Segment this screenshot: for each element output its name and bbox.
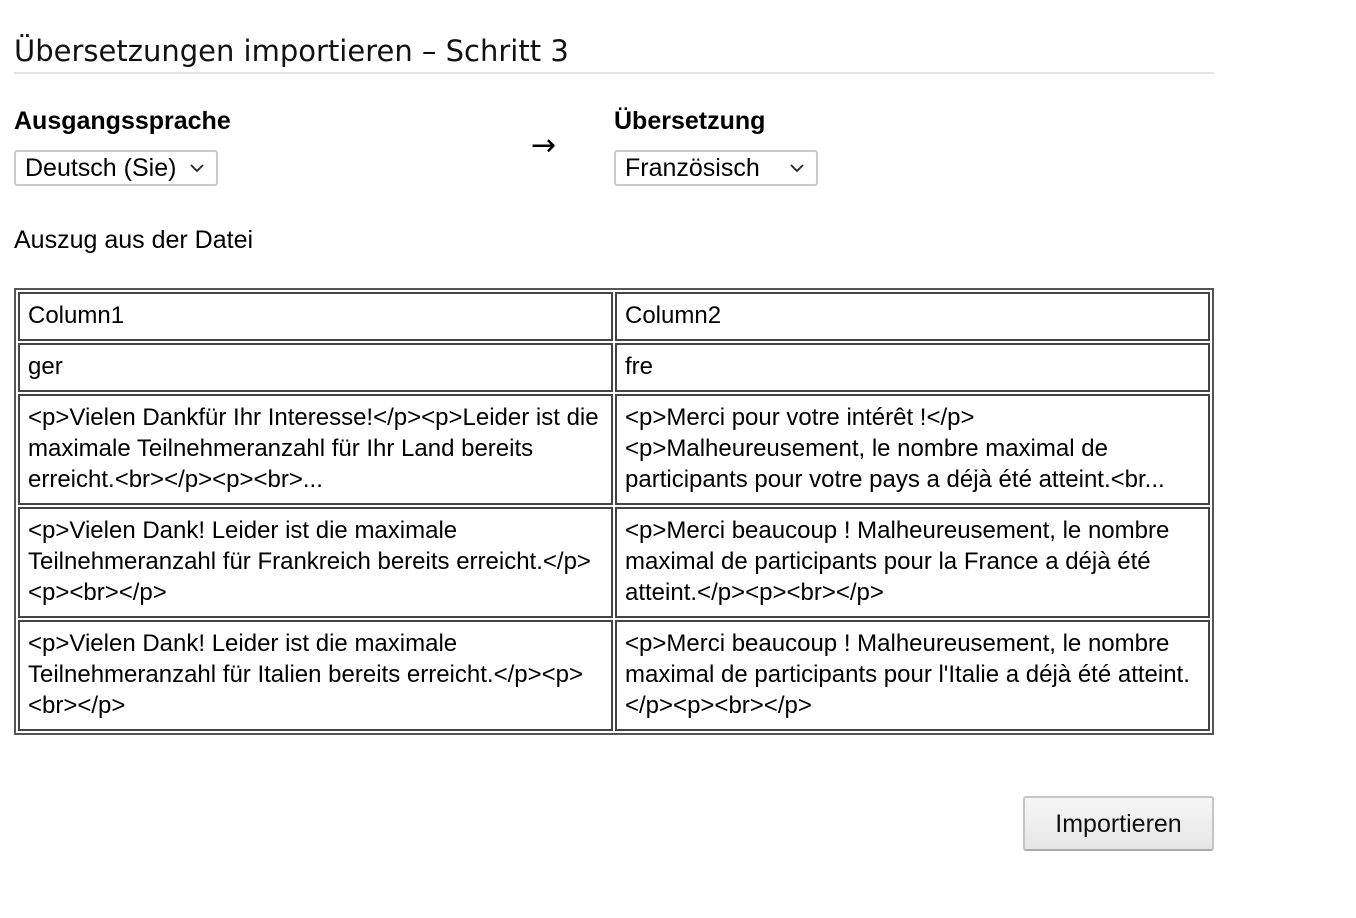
- table-row: [18, 507, 1210, 618]
- excerpt-label: Auszug aus der Datei: [14, 226, 254, 254]
- target-language-value: Französisch: [625, 154, 760, 182]
- table-cell: fre: [615, 343, 1210, 392]
- table-row: [18, 292, 1210, 341]
- table-cell: <p>Merci beaucoup ! Malheureusement, le nombre maximal de participants pour la France a déjà été atteint.</p><p><br></p>: [615, 507, 1210, 618]
- table-row: [18, 620, 1210, 731]
- table-cell: Column1: [18, 292, 613, 341]
- table-cell: Column2: [615, 292, 1210, 341]
- import-button[interactable]: Importieren: [1023, 796, 1214, 851]
- target-language-select[interactable]: [614, 150, 818, 186]
- table-cell: <p>Vielen Dank! Leider ist die maximale Teilnehmeranzahl für Frankreich bereits erreicht.</p><p><br></p>: [18, 507, 613, 618]
- page-title: Übersetzungen importieren – Schritt 3: [14, 34, 569, 68]
- table-cell: <p>Merci pour votre intérêt !</p><p>Malheureusement, le nombre maximal de participants pour votre pays a déjà été atteint.<br...: [615, 394, 1210, 505]
- chevron-down-icon: [188, 159, 206, 177]
- target-language-label: Übersetzung: [614, 107, 766, 135]
- arrow-icon: →: [531, 128, 557, 163]
- chevron-down-icon: [788, 159, 806, 177]
- table-cell: <p>Merci beaucoup ! Malheureusement, le nombre maximal de participants pour l'Italie a déjà été atteint.</p><p><br></p>: [615, 620, 1210, 731]
- source-language-value: Deutsch (Sie): [25, 154, 177, 182]
- table-row: [18, 394, 1210, 505]
- table-cell: <p>Vielen Dank! Leider ist die maximale Teilnehmeranzahl für Italien bereits erreicht.</p><p><br></p>: [18, 620, 613, 731]
- source-language-label: Ausgangssprache: [14, 107, 231, 135]
- source-language-select[interactable]: [14, 150, 218, 186]
- title-divider: [14, 72, 1214, 74]
- table-cell: <p>Vielen Dankfür Ihr Interesse!</p><p>Leider ist die maximale Teilnehmeranzahl für Ihr Land bereits erreicht.<br></p><p><br>...: [18, 394, 613, 505]
- table-cell: ger: [18, 343, 613, 392]
- table-row: [18, 343, 1210, 392]
- file-excerpt-table: [14, 288, 1214, 735]
